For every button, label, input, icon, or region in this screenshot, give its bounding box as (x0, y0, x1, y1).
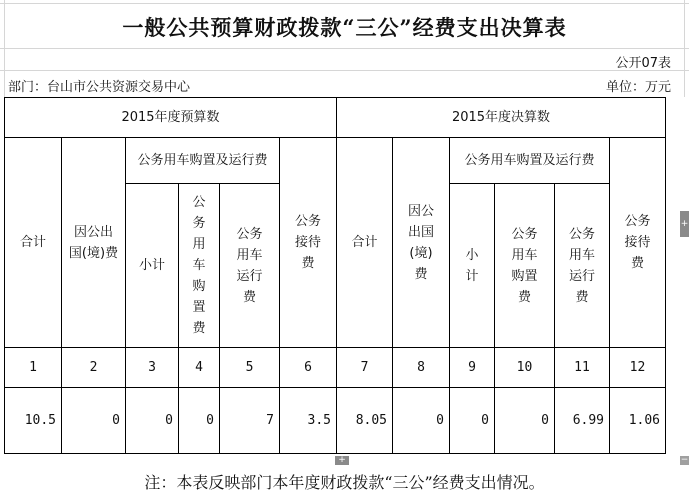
final-purchase-header: 公务用车购置费 (495, 184, 555, 348)
final-car-group-header: 公务用车购置及运行费 (450, 138, 610, 184)
budget-subtotal-value: 0 (126, 388, 179, 454)
index-cell: 5 (220, 348, 280, 388)
index-cell: 4 (179, 348, 220, 388)
final-operation-value: 6.99 (555, 388, 610, 454)
expenditure-table (4, 97, 666, 454)
final-reception-value: 1.06 (610, 388, 666, 454)
report-title: 一般公共预算财政拨款“三公”经费支出决算表 (122, 15, 567, 40)
final-total-value: 8.05 (337, 388, 393, 454)
collapse-handle[interactable]: − (680, 455, 689, 465)
final-purchase-value: 0 (495, 388, 555, 454)
index-cell: 7 (337, 348, 393, 388)
index-cell: 11 (555, 348, 610, 388)
budget-operation-value: 7 (220, 388, 280, 454)
department-label: 部门：台山市公共资源交易中心 (8, 80, 191, 95)
final-subtotal-value: 0 (450, 388, 495, 454)
budget-operation-header: 公务用车运行费 (220, 184, 280, 348)
budget-group-header: 2015年度预算数 (5, 98, 337, 138)
budget-purchase-header: 公务用车购置费 (179, 184, 220, 348)
grid-line (0, 70, 689, 71)
final-abroad-value: 0 (393, 388, 450, 454)
budget-total-header: 合计 (5, 138, 62, 348)
index-cell: 2 (62, 348, 126, 388)
final-group-header: 2015年度决算数 (337, 98, 666, 138)
form-number: 公开07表 (615, 56, 671, 71)
budget-reception-value: 3.5 (280, 388, 337, 454)
footnote: 注：本表反映部门本年度财政拨款“三公”经费支出情况。 (144, 473, 545, 492)
final-subtotal-header: 小计 (450, 184, 495, 348)
budget-abroad-header: 因公出国(境)费 (62, 138, 126, 348)
unit-label: 单位：万元 (605, 80, 671, 95)
budget-abroad-value: 0 (62, 388, 126, 454)
index-cell: 3 (126, 348, 179, 388)
index-cell: 10 (495, 348, 555, 388)
index-cell: 1 (5, 348, 62, 388)
budget-purchase-value: 0 (179, 388, 220, 454)
budget-car-group-header: 公务用车购置及运行费 (126, 138, 280, 184)
expand-row-handle[interactable]: + (335, 456, 349, 465)
index-cell: 6 (280, 348, 337, 388)
index-cell: 12 (610, 348, 666, 388)
final-abroad-header: 因公出国(境)费 (393, 138, 450, 348)
grid-line (0, 3, 689, 4)
budget-subtotal-header: 小计 (126, 184, 179, 348)
grid-line (0, 48, 689, 49)
final-operation-header: 公务用车运行费 (555, 184, 610, 348)
budget-reception-header: 公务接待费 (280, 138, 337, 348)
final-reception-header: 公务接待费 (610, 138, 666, 348)
final-total-header: 合计 (337, 138, 393, 348)
expand-column-handle[interactable]: + (680, 211, 689, 237)
budget-total-value: 10.5 (5, 388, 62, 454)
index-cell: 8 (393, 348, 450, 388)
index-cell: 9 (450, 348, 495, 388)
